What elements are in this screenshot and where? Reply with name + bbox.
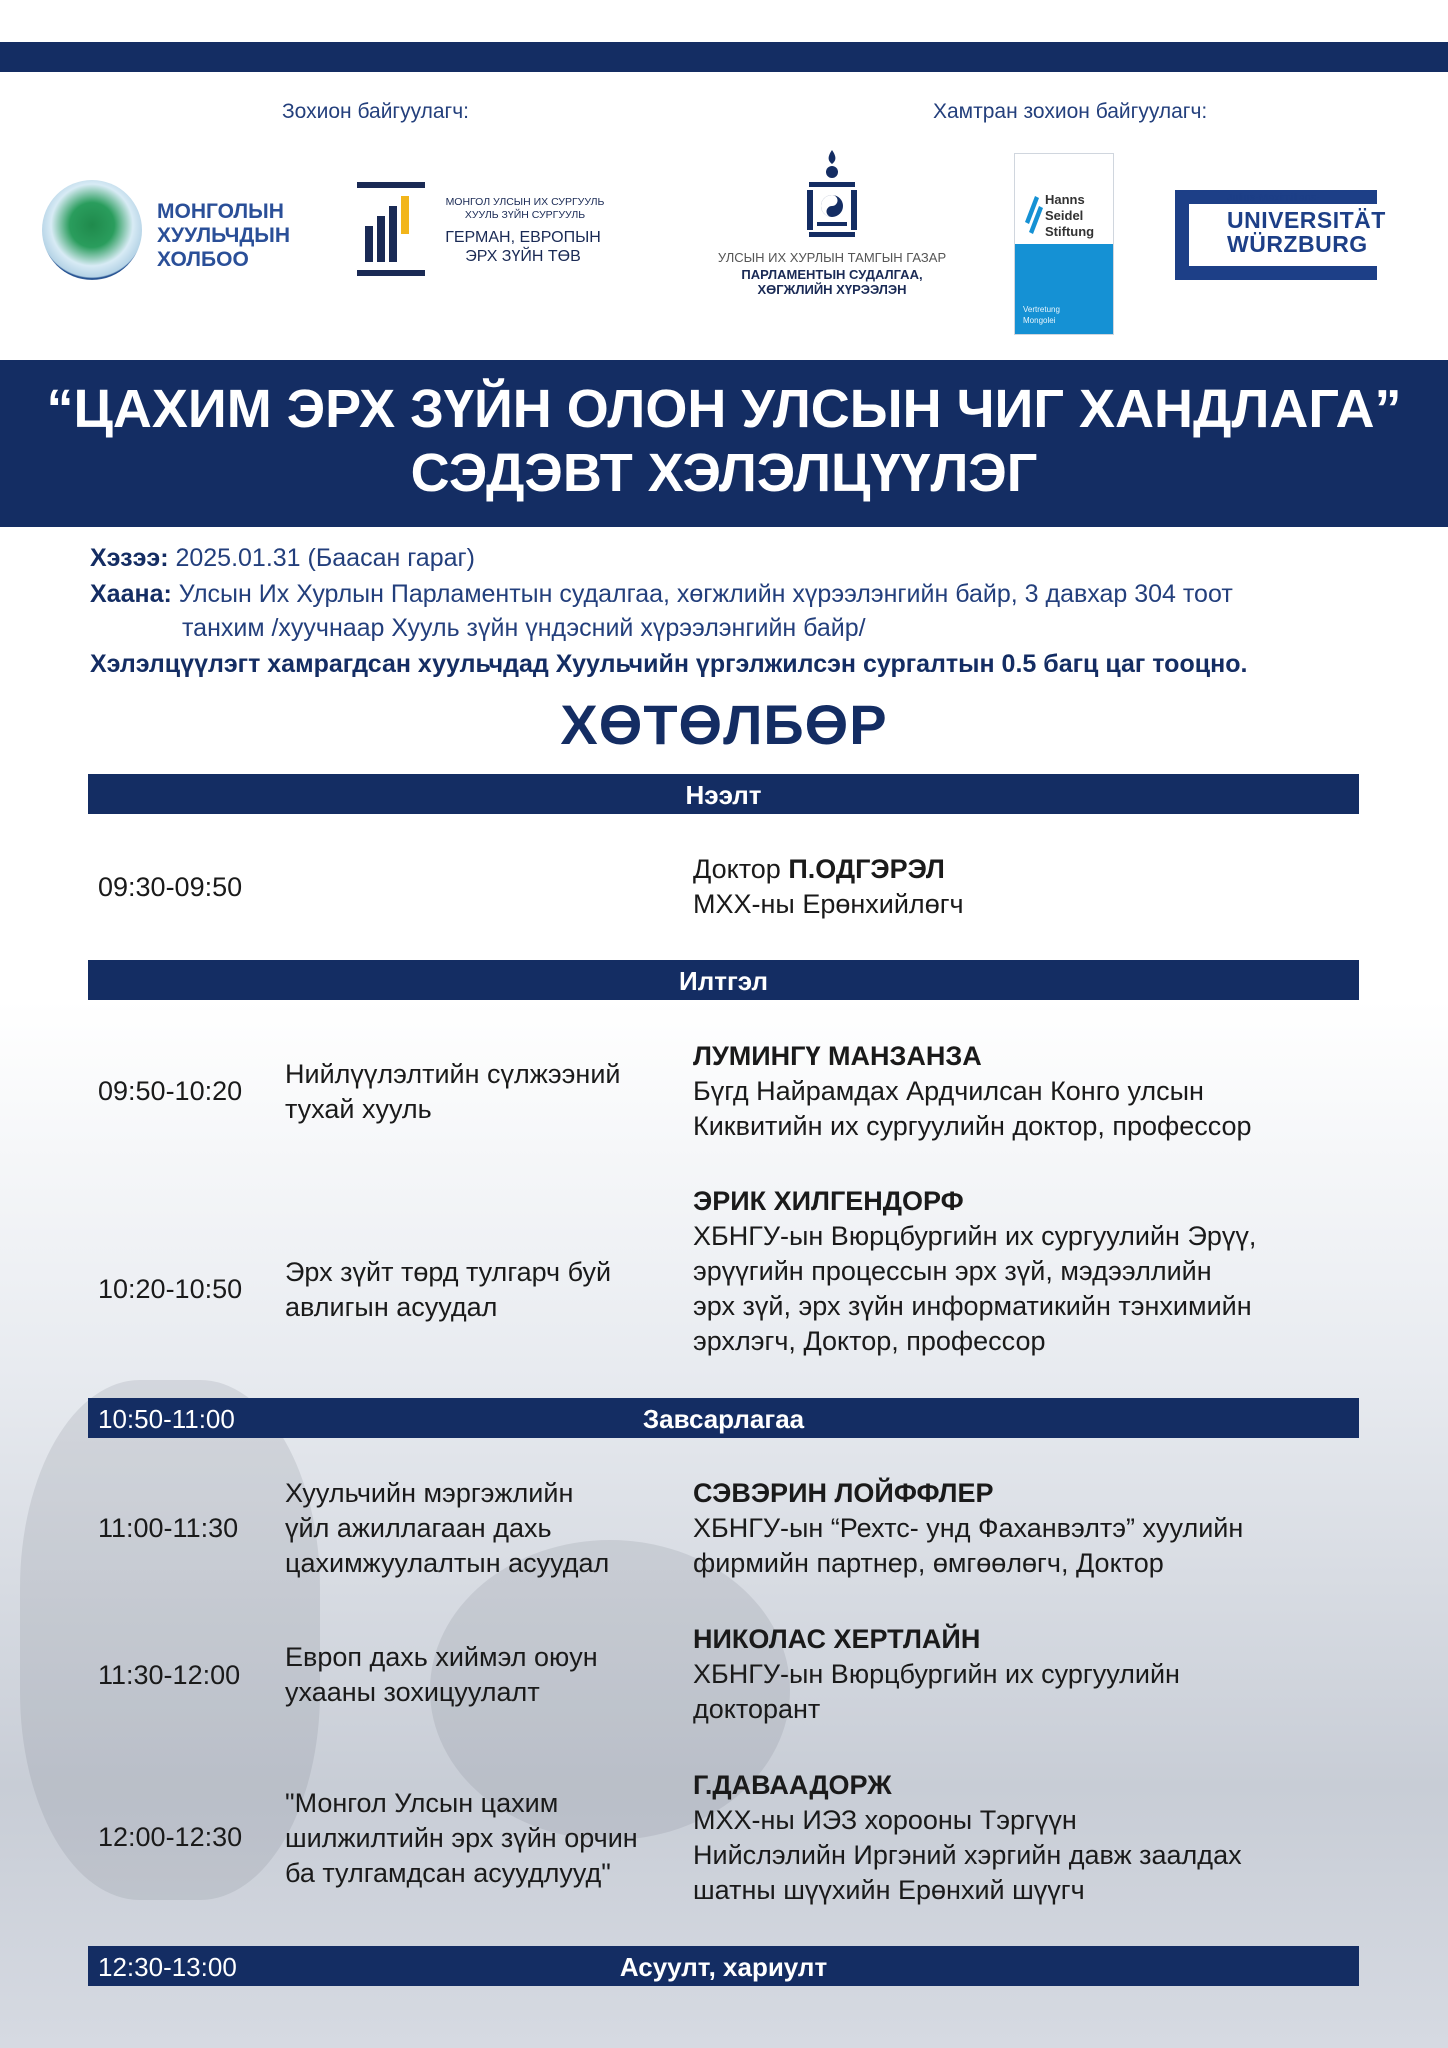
ukh-institute-text (700, 267, 964, 297)
mongolian-bar-association-logo-text (157, 200, 290, 272)
uw-small-text: Julius-Maximilians- (1227, 192, 1320, 204)
section-presentations (88, 960, 1359, 1000)
ukh-line-2: ХӨГЖЛИЙН ХҮРЭЭЛЭН (757, 282, 907, 297)
row-2-topic (285, 1057, 675, 1127)
mongolian-bar-association-emblem-icon (42, 180, 142, 280)
hss-sub-line-1: Vertretung (1023, 305, 1060, 314)
credit-note: Хэлэлцүүлэгт хамрагдсан хуульчдад Хуульчийн үргэлжилсэн сургалтын 0.5 багц цаг тооцно. (90, 650, 1248, 678)
soyombo-emblem-icon (803, 148, 861, 238)
row-3-detail-1: ХБНГУ-ын Вюрцбургийн их сургуулийн Эрүү, (693, 1221, 1257, 1251)
hanns-seidel-stiftung-logo (1014, 153, 1114, 335)
section-break-time: 10:50-11:00 (98, 1404, 235, 1434)
row-3-time: 10:20-10:50 (98, 1274, 243, 1304)
row-4-topic-line-1: Хуульчийн мэргэжлийн (285, 1478, 574, 1508)
row-3-speaker-name: ЭРИК ХИЛГЕНДОРФ (693, 1186, 964, 1216)
event-title-line-1: “ЦАХИМ ЭРХ ЗҮЙН ОЛОН УЛСЫН ЧИГ ХАНДЛАГА” (46, 379, 1402, 439)
hss-sub-line-2: Mongolei (1023, 316, 1056, 325)
row-1-speaker-detail: МХХ-ны Ерөнхийлөгч (693, 889, 964, 919)
hss-name-line-2: Seidel (1045, 208, 1084, 223)
row-2-topic-line-2: тухай хууль (285, 1094, 432, 1124)
pillar-logo-icon (357, 182, 425, 276)
hss-blue-panel (1015, 244, 1113, 334)
row-2-speaker (693, 1039, 1353, 1144)
row-1-time: 09:30-09:50 (98, 872, 243, 902)
section-opening-title: Нээлт (685, 780, 762, 810)
row-2-detail-1: Бүгд Найрамдах Ардчилсан Конго улсын (693, 1076, 1204, 1106)
row-6-topic (285, 1786, 675, 1891)
row-3-detail-2: эрүүгийн процессын эрх зүй, мэдээллийн (693, 1256, 1212, 1286)
row-2-detail-2: Киквитийн их сургуулийн доктор, профессор (693, 1111, 1252, 1141)
mha-line-1: МОНГОЛЫН (157, 200, 284, 223)
ukh-secretariat-text: УЛСЫН ИХ ХУРЛЫН ТАМГЫН ГАЗАР (717, 250, 947, 265)
row-2-time: 09:50-10:20 (98, 1076, 243, 1106)
row-5-topic-line-2: ухааны зохицуулалт (285, 1677, 540, 1707)
row-1-speaker-name-line (693, 852, 1353, 887)
row-5-speaker (693, 1622, 1353, 1727)
row-4-topic-line-2: үйл ажиллагаан дахь (285, 1513, 552, 1543)
row-6-detail-2: Нийслэлийн Иргэний хэргийн давж заалдах (693, 1840, 1242, 1870)
hss-stripes-icon (1025, 192, 1043, 236)
row-6-detail-1: МХХ-ны ИЭЗ хорооны Тэргүүн (693, 1805, 1077, 1835)
row-3-topic (285, 1255, 675, 1325)
gue-big-line-2: ЭРХ ЗҮЙН ТӨВ (465, 248, 581, 265)
when-label: Хэзээ: (90, 544, 169, 572)
row-5-detail-1: ХБНГУ-ын Вюрцбургийн их сургуулийн (693, 1659, 1180, 1689)
organizer-label: Зохион байгуулагч: (282, 100, 469, 123)
row-3-topic-line-2: авлигын асуудал (285, 1292, 498, 1322)
row-1-speaker-prefix: Доктор (693, 854, 789, 884)
row-6-topic-line-2: шилжилтийн эрх зүйн орчин (285, 1823, 638, 1853)
row-5-detail-2: докторант (693, 1694, 821, 1724)
uw-big-line-1: UNIVERSITÄT (1227, 207, 1386, 233)
row-3-detail-4: эрхлэгч, Доктор, профессор (693, 1326, 1046, 1356)
section-qa-time: 12:30-13:00 (98, 1952, 237, 1982)
ukh-line-1: ПАРЛАМЕНТЫН СУДАЛГАА, (741, 267, 923, 282)
row-3-topic-line-1: Эрх зүйт төрд тулгарч буй (285, 1257, 612, 1287)
top-bar (0, 42, 1448, 72)
hss-name-line-3: Stiftung (1045, 224, 1095, 239)
where-value-line-2: танхим /хуучнаар Хууль зүйн үндэсний хүрээлэнгийн байр/ (182, 614, 866, 642)
row-3-speaker (693, 1184, 1353, 1359)
row-4-speaker-name: СЭВЭРИН ЛОЙФФЛЕР (693, 1478, 994, 1508)
where-row (90, 580, 1233, 609)
event-title-line-2: СЭДЭВТ ХЭЛЭЛЦҮҮЛЭГ (410, 443, 1038, 503)
when-value: 2025.01.31 (Баасан гараг) (175, 544, 475, 572)
row-4-detail-2: фирмийн партнер, өмгөөлөгч, Доктор (693, 1548, 1164, 1578)
section-qa-title: Асуулт, хариулт (619, 1952, 828, 1982)
hss-name (1045, 192, 1094, 240)
section-opening (88, 774, 1359, 814)
row-4-topic (285, 1476, 675, 1581)
mha-line-3: ХОЛБОО (157, 248, 249, 271)
program-title: ХӨТӨЛБӨР (560, 693, 888, 756)
section-break-title: Завсарлагаа (642, 1404, 805, 1434)
gue-big-line-1: ГЕРМАН, ЕВРОПЫН (445, 229, 601, 246)
row-5-time: 11:30-12:00 (98, 1660, 241, 1690)
row-6-speaker-name: Г.ДАВААДОРЖ (693, 1770, 892, 1800)
section-qa (88, 1946, 1359, 1986)
row-6-topic-line-3: ба тулгамдсан асуудлууд" (285, 1858, 611, 1888)
row-1-speaker-name: П.ОДГЭРЭЛ (788, 854, 945, 884)
co-organizer-label: Хамтран зохион байгуулагч: (933, 100, 1208, 123)
row-5-topic (285, 1640, 675, 1710)
row-1-speaker (693, 852, 1353, 922)
gue-center-text (433, 228, 613, 266)
row-5-speaker-name: НИКОЛАС ХЕРТЛАЙН (693, 1624, 981, 1654)
row-3-detail-3: эрх зүй, эрх зүйн информатикийн тэнхимийн (693, 1291, 1252, 1321)
section-break (88, 1398, 1359, 1438)
row-6-topic-line-1: "Монгол Улсын цахим (285, 1788, 559, 1818)
row-5-topic-line-1: Европ дахь хиймэл оюун (285, 1642, 598, 1672)
uw-big-text (1227, 208, 1386, 256)
uw-big-line-2: WÜRZBURG (1227, 231, 1368, 257)
row-6-detail-3: шатны шүүхийн Ерөнхий шүүгч (693, 1875, 1085, 1905)
row-4-time: 11:00-11:30 (98, 1513, 239, 1543)
row-6-time: 12:00-12:30 (98, 1822, 243, 1852)
where-value-line-1: Улсын Их Хурлын Парламентын судалгаа, хөгжлийн хүрээлэнгийн байр, 3 давхар 304 тоот (178, 580, 1233, 608)
gue-small-line-2: ХУУЛЬ ЗҮЙН СУРГУУЛЬ (464, 209, 586, 221)
row-4-speaker (693, 1476, 1353, 1581)
gue-school-text (440, 196, 610, 222)
row-2-topic-line-1: Нийлүүлэлтийн сүлжээний (285, 1059, 621, 1089)
when-row (90, 544, 475, 573)
hss-sub-text (1023, 304, 1060, 326)
section-presentations-title: Илтгэл (679, 966, 768, 996)
row-4-topic-line-3: цахимжуулалтын асуудал (285, 1548, 610, 1578)
gue-small-line-1: МОНГОЛ УЛСЫН ИХ СУРГУУЛЬ (445, 196, 605, 208)
mha-line-2: ХУУЛЬЧДЫН (157, 224, 291, 247)
row-6-speaker (693, 1768, 1353, 1908)
where-label: Хаана: (90, 580, 172, 608)
row-2-speaker-name: ЛУМИНГҮ МАНЗАНЗА (693, 1041, 982, 1071)
row-4-detail-1: ХБНГУ-ын “Рехтс- унд Фаханвэлтэ” хуулийн (693, 1513, 1244, 1543)
hss-name-line-1: Hanns (1045, 192, 1085, 207)
